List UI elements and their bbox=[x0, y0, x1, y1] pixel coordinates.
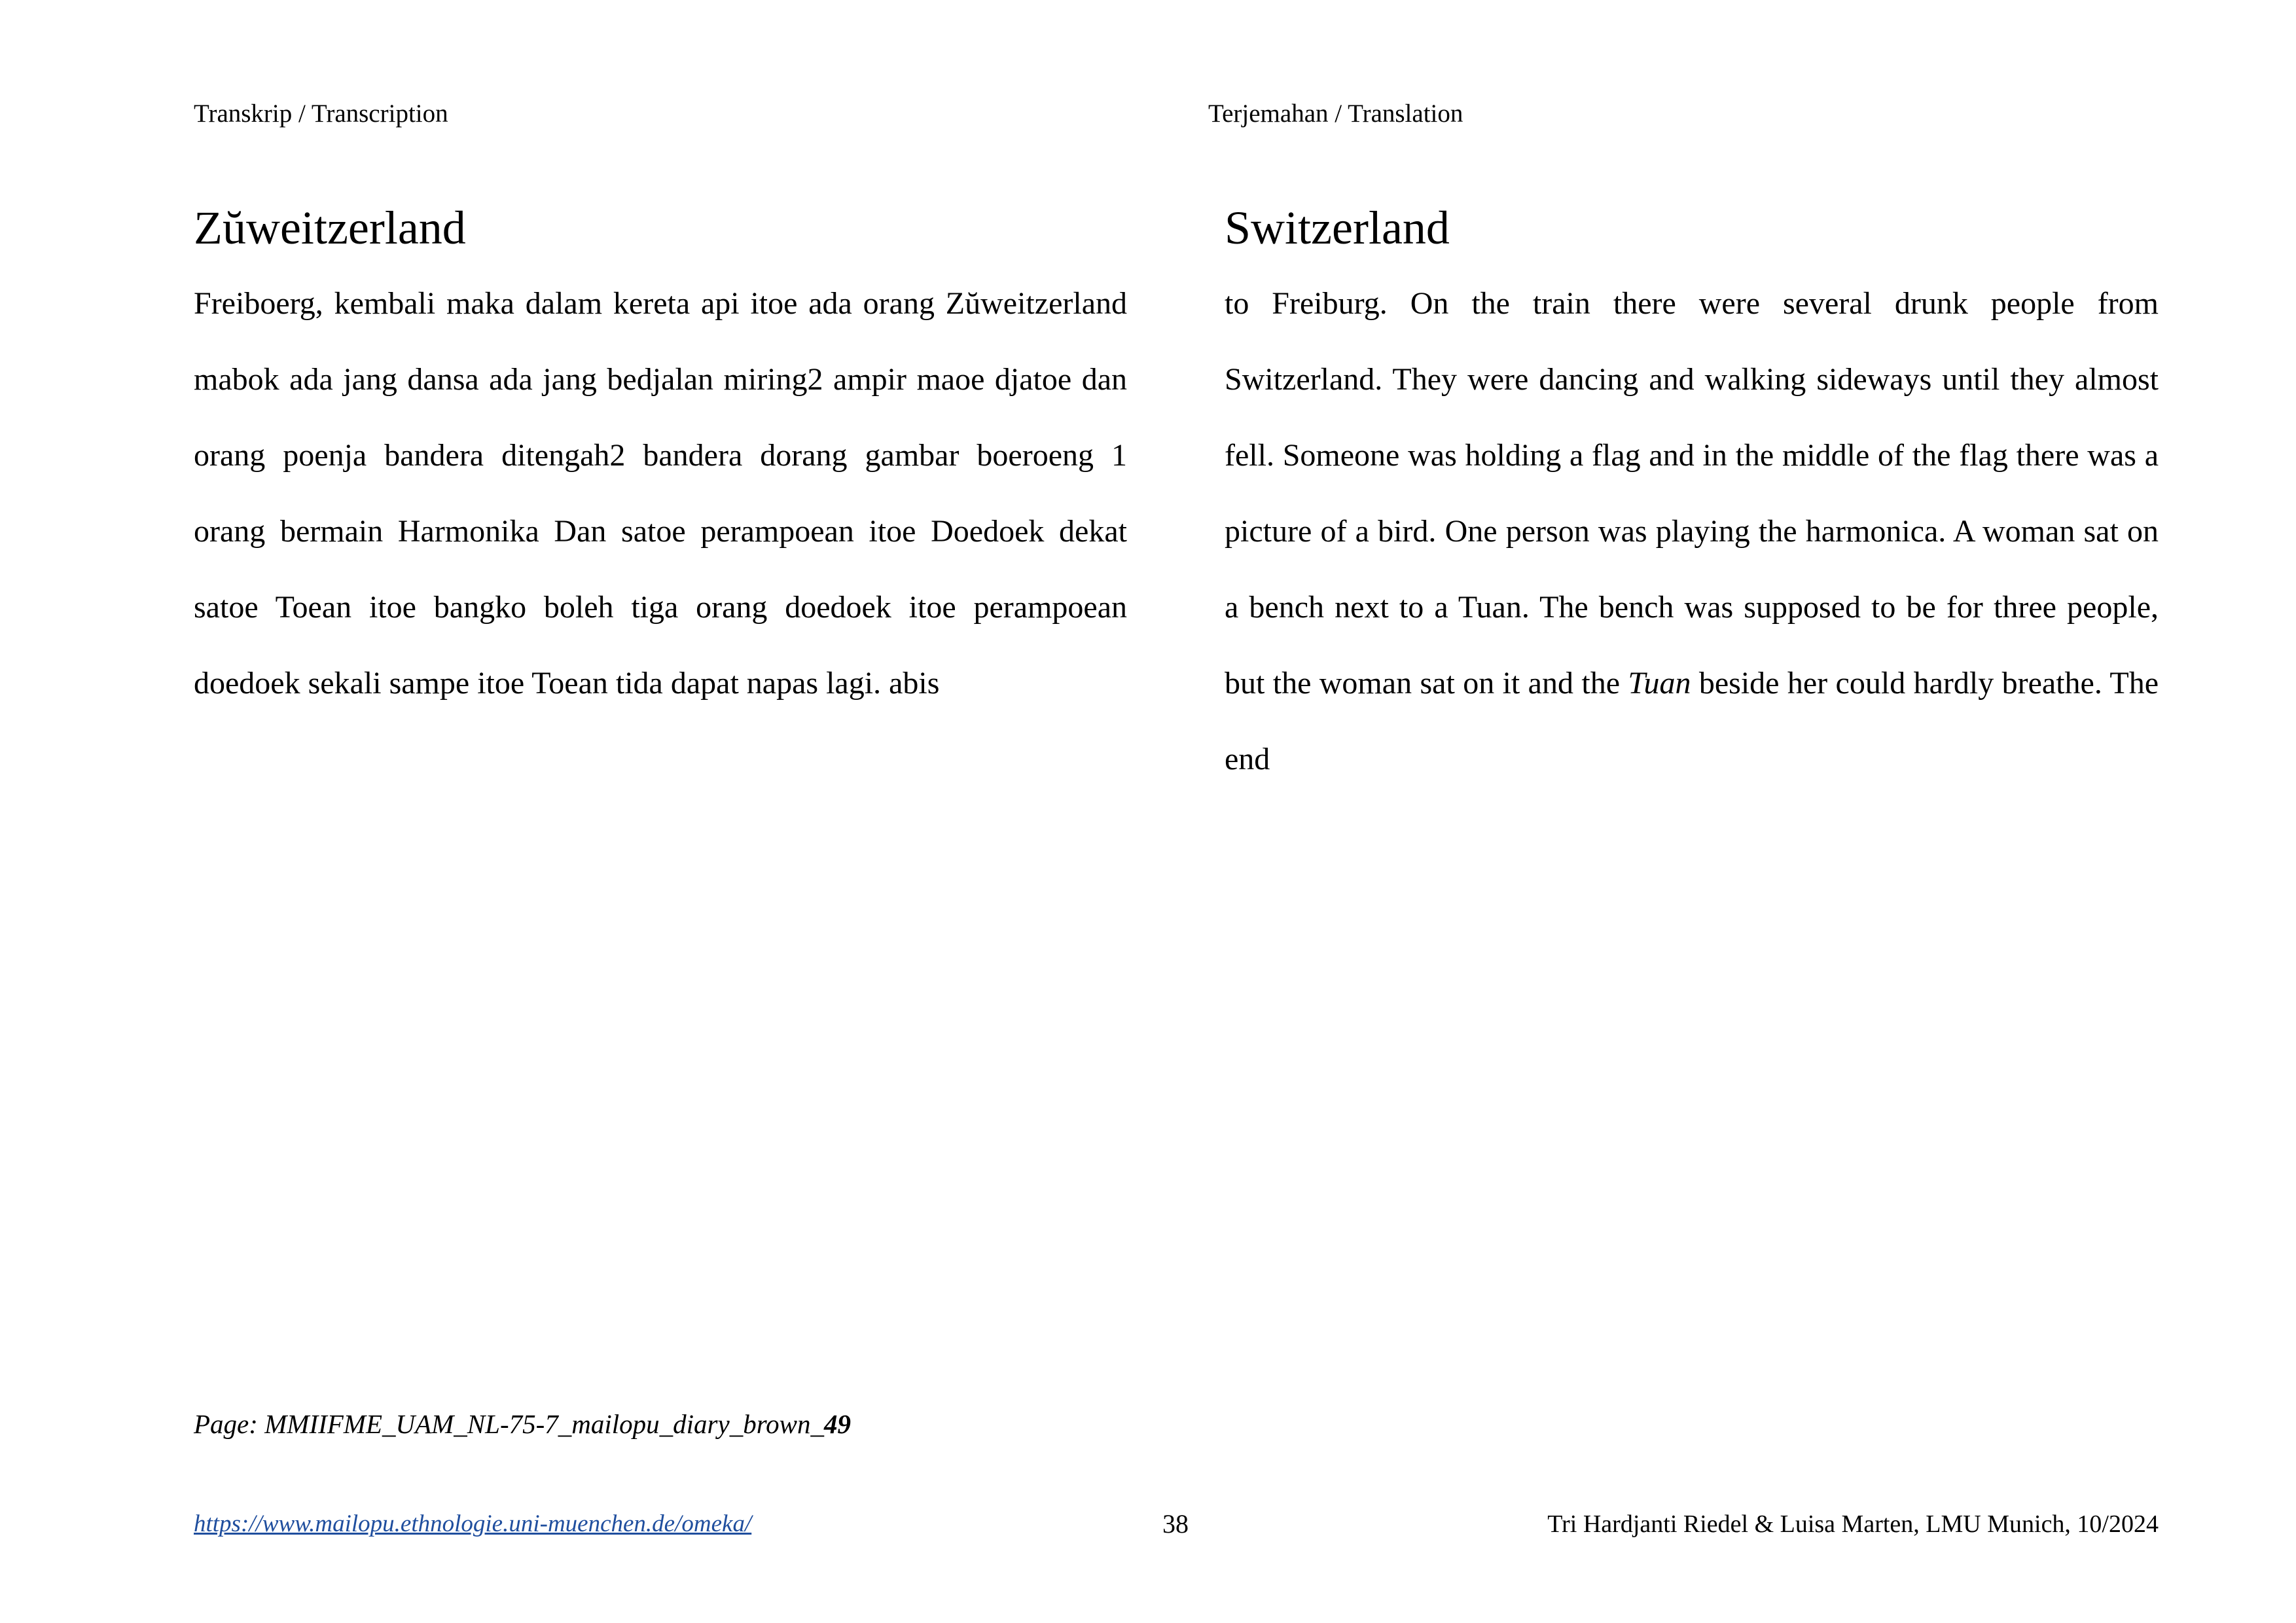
transcription-title: Zŭweitzerland bbox=[194, 202, 466, 254]
transcription-body: Freiboerg, kembali maka dalam kereta api itoe ada orang Zŭweitzerland mabok ada jang dansa ada jang bedjalan miring2 ampir maoe djatoe dan orang poenja bandera ditengah2 bandera dorang gambar boeroeng 1 orang bermain Harmonika Dan satoe perampoean itoe Doedoek dekat satoe Toean itoe bangko boleh tiga orang doedoek itoe perampoean doedoek sekali sampe itoe Toean tida dapat napas lagi. abis bbox=[194, 286, 1127, 701]
translation-header: Terjemahan / Translation bbox=[1208, 100, 1463, 128]
page-reference bbox=[194, 1408, 851, 1440]
page-number: 38 bbox=[1162, 1509, 1189, 1539]
translation-body bbox=[1225, 266, 2159, 797]
translation-column bbox=[1225, 190, 2159, 797]
source-link[interactable]: https://www.mailopu.ethnologie.uni-muenchen.de/omeka/ bbox=[194, 1510, 752, 1537]
translation-body-start: to Freiburg. On the train there were several drunk people from Switzerland. They were dancing and walking sideways until they almost fell. Someone was holding a flag and in the middle of the flag there was a picture of a bird. One person was playing the harmonica. A woman sat on a bench next to a Tuan. The bench was supposed to be for three people, but the woman sat on it and the bbox=[1225, 286, 2159, 701]
translation-title: Switzerland bbox=[1225, 202, 1450, 254]
page-reference-number: 49 bbox=[823, 1409, 851, 1439]
transcription-header: Transkrip / Transcription bbox=[194, 100, 448, 128]
page-reference-prefix: Page: MMIIFME_UAM_NL-75-7_mailopu_diary_brown_ bbox=[194, 1409, 824, 1439]
translation-body-end: beside her could hardly breathe. The end bbox=[1225, 666, 2159, 776]
author-credit: Tri Hardjanti Riedel & Luisa Marten, LMU Munich, 10/2024 bbox=[1547, 1510, 2159, 1538]
transcription-column bbox=[194, 190, 1127, 721]
translation-italic-term: Tuan bbox=[1628, 666, 1691, 701]
